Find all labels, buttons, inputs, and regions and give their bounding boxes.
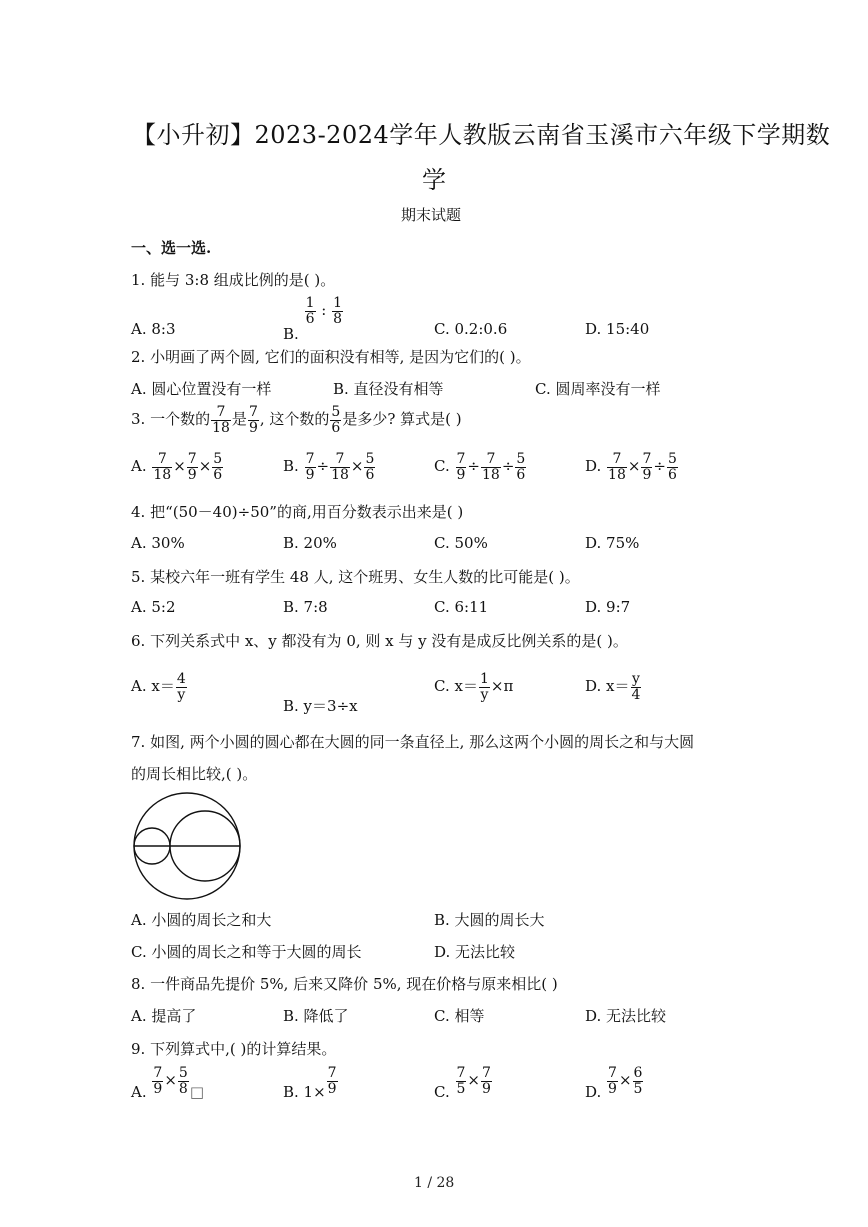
page-number: 1 / 28	[414, 1175, 455, 1191]
q1-option-c: C. 0.2:0.6	[434, 320, 508, 338]
q4-stem: 4. 把“(50－40)÷50”的商,用百分数表示出来是( )	[131, 503, 464, 521]
q2-option-c: C. 圆周率没有一样	[535, 380, 661, 398]
q4-option-d: D. 75%	[585, 534, 640, 552]
q1-b-sep: :	[321, 301, 327, 320]
q6-stem: 6. 下列关系式中 x、y 都没有为 0, 则 x 与 y 没有是成反比例关系的是( )。	[131, 632, 628, 650]
q7-option-d: D. 无法比较	[434, 943, 516, 961]
q1-option-a: A. 8:3	[131, 320, 176, 338]
q1-option-b	[283, 295, 344, 344]
q9-option-c: C. $\frac{7}{5}$ × $\frac{7}{9}$	[434, 1065, 491, 1102]
q2-option-a: A. 圆心位置没有一样	[131, 380, 272, 398]
q3-option-c: C. $\frac{7}{9}$ ÷ $\frac{7}{18}$ ÷ $\frac{5}{6}$	[434, 451, 526, 483]
q1-b-label: B.	[283, 325, 299, 344]
q3-option-a: A. $\frac{7}{18}$ × $\frac{7}{9}$ × $\frac{5}{6}$	[131, 451, 223, 483]
doc-title-line2: 学	[422, 166, 447, 194]
q8-option-d: D. 无法比较	[585, 1007, 667, 1025]
section-heading: 一、选一选.	[131, 239, 212, 257]
q8-option-b: B. 降低了	[283, 1007, 349, 1025]
q7-stem-line2: 的周长相比较,( )。	[131, 765, 258, 783]
q7-option-a: A. 小圆的周长之和大	[131, 911, 272, 929]
q6-d-frac: $\frac{y}{4}$	[631, 671, 641, 703]
q8-stem: 8. 一件商品先提价 5%, 后来又降价 5%, 现在价格与原来相比( )	[131, 975, 558, 993]
q7-option-c: C. 小圆的周长之和等于大圆的周长	[131, 943, 362, 961]
q7-stem-line1: 7. 如图, 两个小圆的圆心都在大圆的同一条直径上, 那么这两个小圆的周长之和与大圆	[131, 733, 695, 751]
q8-option-c: C. 相等	[434, 1007, 485, 1025]
q6-c-frac: $\frac{1}{y}$	[479, 671, 489, 703]
q3-frac-7-9: $\frac{7}{9}$	[248, 404, 258, 436]
q9-stem: 9. 下列算式中,( )的计算结果。	[131, 1040, 337, 1058]
q6-a-frac: $\frac{4}{y}$	[176, 671, 186, 703]
q9-option-d: D. $\frac{7}{9}$ × $\frac{6}{5}$	[585, 1065, 643, 1102]
doc-subtitle: 期末试题	[401, 206, 462, 224]
q3-frac-5-6: $\frac{5}{6}$	[331, 404, 341, 436]
q5-option-c: C. 6:11	[434, 598, 489, 616]
q9-option-a: A. $\frac{7}{9}$ × $\frac{5}{8}$ □	[131, 1065, 204, 1102]
q3-stem: 3. 一个数的 $\frac{7}{18}$ 是 $\frac{7}{9}$ , 这个数的 $\frac{5}{6}$ 是多少? 算式是( )	[131, 404, 462, 436]
q6-option-b: B. y＝3÷x	[283, 697, 358, 715]
q1-option-d: D. 15:40	[585, 320, 650, 338]
q1-b-frac1: $\frac{1}{6}$	[305, 295, 315, 327]
q2-option-b: B. 直径没有相等	[333, 380, 444, 398]
doc-title-line1: 【小升初】2023-2024学年人教版云南省玉溪市六年级下学期数	[132, 121, 831, 149]
q6-option-d: D. x＝ $\frac{y}{4}$	[585, 671, 641, 703]
q2-stem: 2. 小明画了两个圆, 它们的面积没有相等, 是因为它们的( )。	[131, 348, 531, 366]
q5-option-d: D. 9:7	[585, 598, 631, 616]
q8-option-a: A. 提高了	[131, 1007, 197, 1025]
q6-option-c: C. x＝ $\frac{1}{y}$ ×π	[434, 671, 514, 703]
q3-option-d: D. $\frac{7}{18}$ × $\frac{7}{9}$ ÷ $\frac{5}{6}$	[585, 451, 677, 483]
q1-stem: 1. 能与 3:8 组成比例的是( )。	[131, 271, 336, 289]
circles-figure	[130, 792, 250, 902]
q9-option-b: B. 1× $\frac{7}{9}$	[283, 1065, 337, 1102]
q1-b-frac2: $\frac{1}{8}$	[333, 295, 343, 327]
q4-option-c: C. 50%	[434, 534, 488, 552]
q4-option-a: A. 30%	[131, 534, 185, 552]
q4-option-b: B. 20%	[283, 534, 337, 552]
q5-option-a: A. 5:2	[131, 598, 176, 616]
q5-stem: 5. 某校六年一班有学生 48 人, 这个班男、女生人数的比可能是( )。	[131, 568, 580, 586]
q5-option-b: B. 7:8	[283, 598, 328, 616]
q7-option-b: B. 大圆的周长大	[434, 911, 545, 929]
q3-option-b: B. $\frac{7}{9}$ ÷ $\frac{7}{18}$ × $\frac{5}{6}$	[283, 451, 375, 483]
q3-frac-7-18: $\frac{7}{18}$	[212, 404, 230, 436]
q6-option-a: A. x＝ $\frac{4}{y}$	[131, 671, 186, 703]
